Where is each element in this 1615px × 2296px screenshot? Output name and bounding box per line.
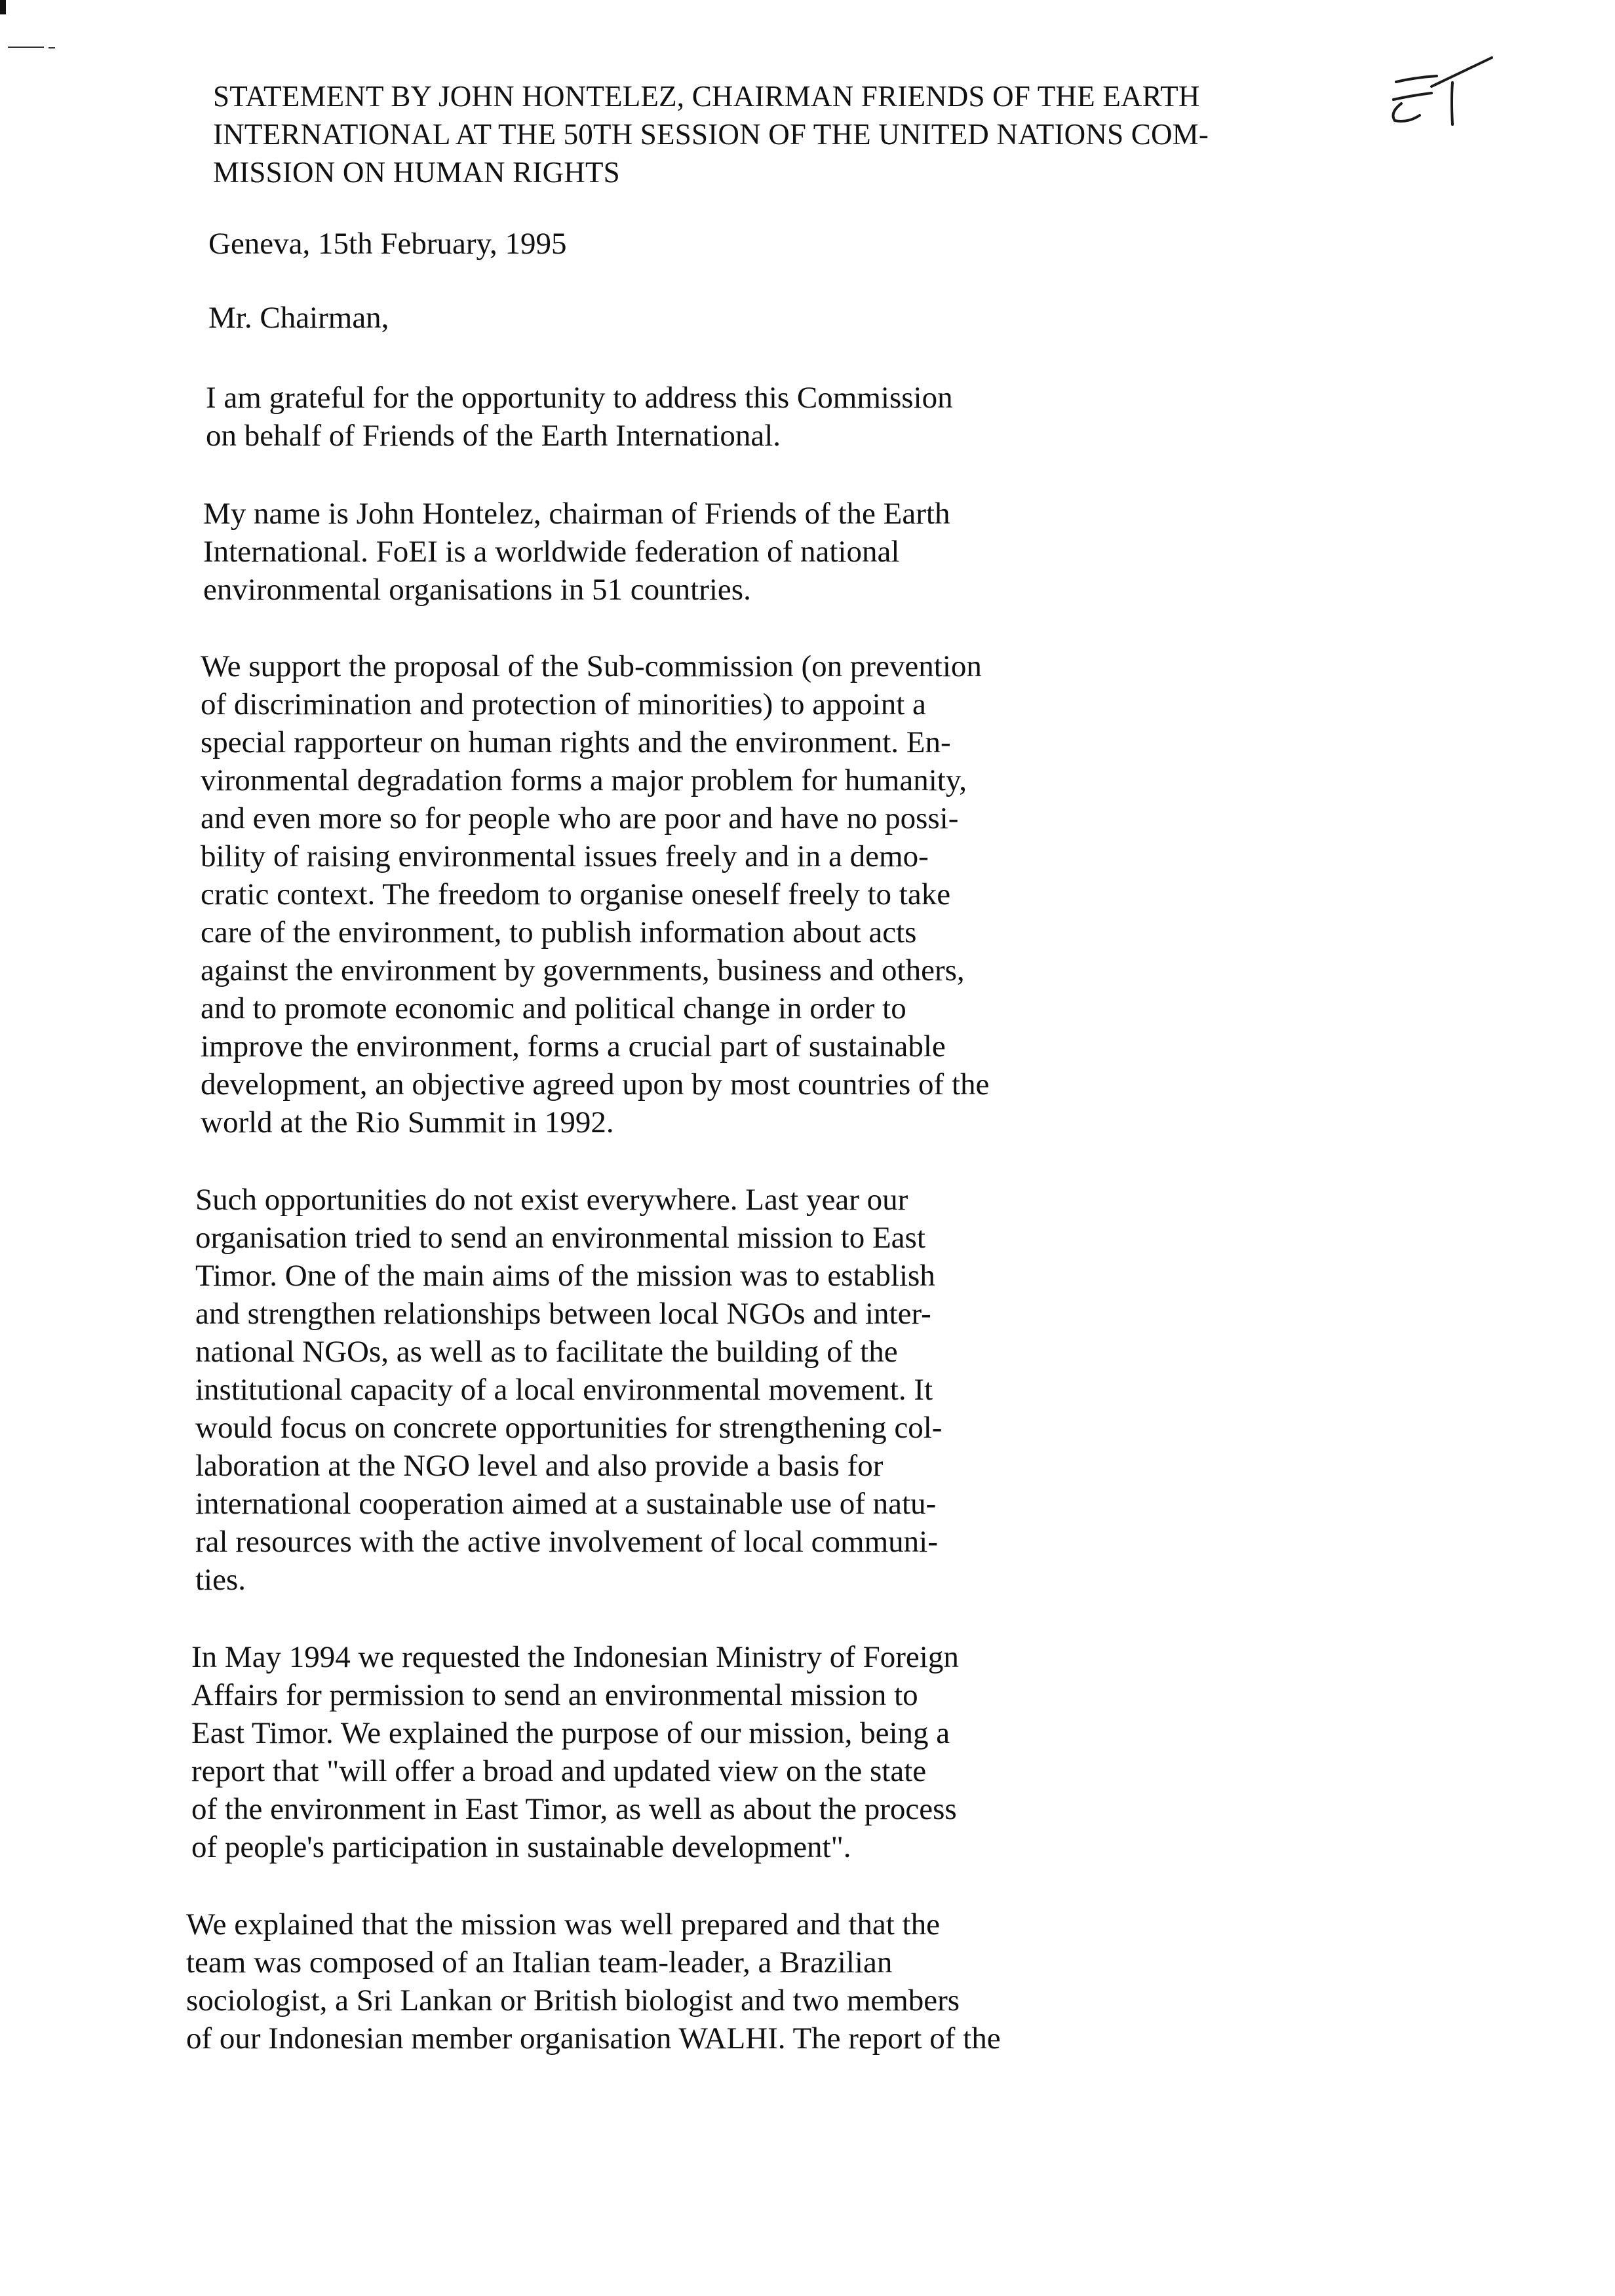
text-line: I am grateful for the opportunity to address this Commission <box>206 381 953 415</box>
paragraph-mission-team <box>186 1905 1001 2057</box>
text-line: special rapporteur on human rights and the environment. En- <box>201 725 951 759</box>
salutation: Mr. Chairman, <box>208 301 389 335</box>
text-line: of discrimination and protection of minorities) to appoint a <box>201 687 926 721</box>
text-line: laboration at the NGO level and also provide a basis for <box>195 1449 884 1483</box>
text-line: of people's participation in sustainable development". <box>191 1830 851 1864</box>
text-line: My name is John Hontelez, chairman of Friends of the Earth <box>203 497 950 531</box>
text-line: of our Indonesian member organisation WALHI. The report of the <box>186 2021 1001 2056</box>
paragraph-ministry-request <box>191 1638 959 1866</box>
text-line: team was composed of an Italian team-leader, a Brazilian <box>186 1945 893 1980</box>
text-line: improve the environment, forms a crucial part of sustainable <box>201 1029 946 1063</box>
text-line: and strengthen relationships between local NGOs and inter- <box>195 1297 931 1331</box>
paragraph-proposal-support <box>201 647 989 1141</box>
text-line: bility of raising environmental issues freely and in a demo- <box>201 839 929 873</box>
text-line: East Timor. We explained the purpose of our mission, being a <box>191 1716 950 1750</box>
text-line: would focus on concrete opportunities for strengthening col- <box>195 1411 943 1445</box>
text-line: Timor. One of the main aims of the mission was to establish <box>195 1259 935 1293</box>
paragraph-gratitude <box>206 379 953 455</box>
text-line: Such opportunities do not exist everywhere. Last year our <box>195 1183 908 1217</box>
text-line: international cooperation aimed at a sustainable use of natu- <box>195 1487 937 1521</box>
text-line: against the environment by governments, business and others, <box>201 953 965 987</box>
handwritten-et-annotation <box>1376 52 1508 151</box>
paragraph-introduction <box>203 495 950 609</box>
text-line: In May 1994 we requested the Indonesian Ministry of Foreign <box>191 1640 959 1674</box>
place-date: Geneva, 15th February, 1995 <box>208 227 567 261</box>
text-line: International. FoEI is a worldwide federation of national <box>203 535 900 569</box>
text-line: and even more so for people who are poor and have no possi- <box>201 801 959 835</box>
text-line: environmental organisations in 51 countries. <box>203 573 751 607</box>
statement-heading <box>213 77 1386 191</box>
text-line: Affairs for permission to send an environmental mission to <box>191 1678 918 1712</box>
heading-line: STATEMENT BY JOHN HONTELEZ, CHAIRMAN FRIENDS OF THE EARTH <box>213 80 1200 113</box>
text-line: care of the environment, to publish information about acts <box>201 915 917 949</box>
text-line: on behalf of Friends of the Earth International. <box>206 419 781 453</box>
text-line: sociologist, a Sri Lankan or British biologist and two members <box>186 1983 960 2018</box>
text-line: and to promote economic and political change in order to <box>201 991 906 1025</box>
text-line: world at the Rio Summit in 1992. <box>201 1105 614 1139</box>
text-line: report that "will offer a broad and updated view on the state <box>191 1754 927 1788</box>
text-line: national NGOs, as well as to facilitate the building of the <box>195 1335 898 1369</box>
text-line: ral resources with the active involvement of local communi- <box>195 1525 938 1559</box>
text-line: ties. <box>195 1563 246 1597</box>
text-line: development, an objective agreed upon by most countries of the <box>201 1067 990 1101</box>
paragraph-east-timor-mission <box>195 1181 942 1599</box>
scan-dash-mark <box>8 46 67 48</box>
scan-edge-mark <box>0 0 6 14</box>
text-line: vironmental degradation forms a major problem for humanity, <box>201 763 967 797</box>
text-line: cratic context. The freedom to organise oneself freely to take <box>201 877 951 911</box>
heading-line: MISSION ON HUMAN RIGHTS <box>213 156 620 189</box>
text-line: We support the proposal of the Sub-commission (on prevention <box>201 649 982 683</box>
text-line: institutional capacity of a local environmental movement. It <box>195 1373 933 1407</box>
text-line: organisation tried to send an environmental mission to East <box>195 1221 925 1255</box>
text-line: We explained that the mission was well prepared and that the <box>186 1907 940 1942</box>
text-line: of the environment in East Timor, as well as about the process <box>191 1792 957 1826</box>
heading-line: INTERNATIONAL AT THE 50TH SESSION OF THE UNITED NATIONS COM- <box>213 118 1209 151</box>
